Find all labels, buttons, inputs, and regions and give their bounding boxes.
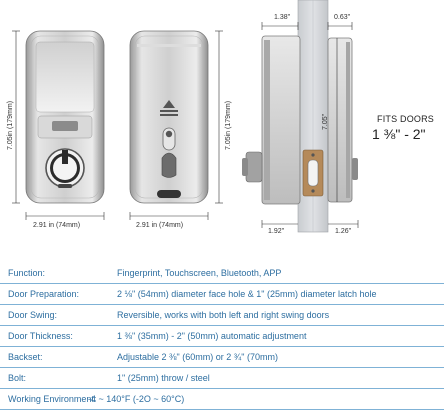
side-bottom-left-label: 1.92" (268, 228, 285, 235)
spec-label: Working Environment: (8, 394, 97, 404)
spec-value: Fingerprint, Touchscreen, Bluetooth, APP (117, 268, 282, 278)
spec-value: -4 ~ 140°F (-2O ~ 60°C) (88, 394, 185, 404)
back-height-label: 7.05in (179mm) (225, 100, 232, 150)
spec-row-door-thickness (0, 327, 444, 347)
back-width-dimension (130, 212, 208, 220)
spec-value: Adjustable 2 ⅜" (60mm) or 2 ¾" (70mm) (117, 352, 278, 362)
spec-value: Reversible, works with both left and right swing doors (117, 310, 330, 320)
spec-row-bolt (0, 369, 444, 389)
spec-row-backset (0, 348, 444, 368)
side-bottom-right-label: 1.26" (335, 228, 352, 235)
front-height-label: 7.05in (179mm) (7, 100, 14, 150)
row-divider (0, 283, 444, 284)
front-lock-illustration (26, 31, 104, 203)
side-view-illustration (242, 0, 358, 232)
spec-label: Bolt: (8, 373, 27, 383)
spec-label: Door Thickness: (8, 331, 73, 341)
spec-row-function (0, 264, 444, 284)
row-divider (0, 388, 444, 389)
spec-row-door-preparation (0, 285, 444, 305)
row-divider (0, 367, 444, 368)
spec-value: 1" (25mm) throw / steel (117, 373, 210, 383)
front-width-dimension (26, 212, 104, 220)
row-divider (0, 409, 444, 410)
row-divider (0, 346, 444, 347)
row-divider (0, 304, 444, 305)
side-top-right-label: 0.63" (334, 14, 351, 21)
row-divider (0, 325, 444, 326)
spec-value: 1 ⅜" (35mm) - 2" (50mm) automatic adjustment (117, 331, 307, 341)
back-lock-illustration (130, 31, 208, 203)
fits-doors-heading: FITS DOORS (377, 114, 435, 124)
spec-label: Backset: (8, 352, 43, 362)
fits-doors-range: 1 ⅜" - 2" (372, 126, 426, 142)
spec-row-door-swing (0, 306, 444, 326)
side-height-label: 7.05" (322, 113, 329, 130)
back-height-dimension (215, 31, 223, 203)
spec-value: 2 ⅛" (54mm) diameter face hole & 1" (25mm) diameter latch hole (117, 289, 377, 299)
back-width-label: 2.91 in (74mm) (136, 222, 184, 229)
side-top-left-label: 1.38" (274, 14, 291, 21)
spec-row-working-environment (0, 390, 444, 410)
front-width-label: 2.91 in (74mm) (33, 222, 81, 229)
spec-label: Door Swing: (8, 310, 58, 320)
spec-label: Door Preparation: (8, 289, 80, 299)
spec-label: Function: (8, 268, 46, 278)
